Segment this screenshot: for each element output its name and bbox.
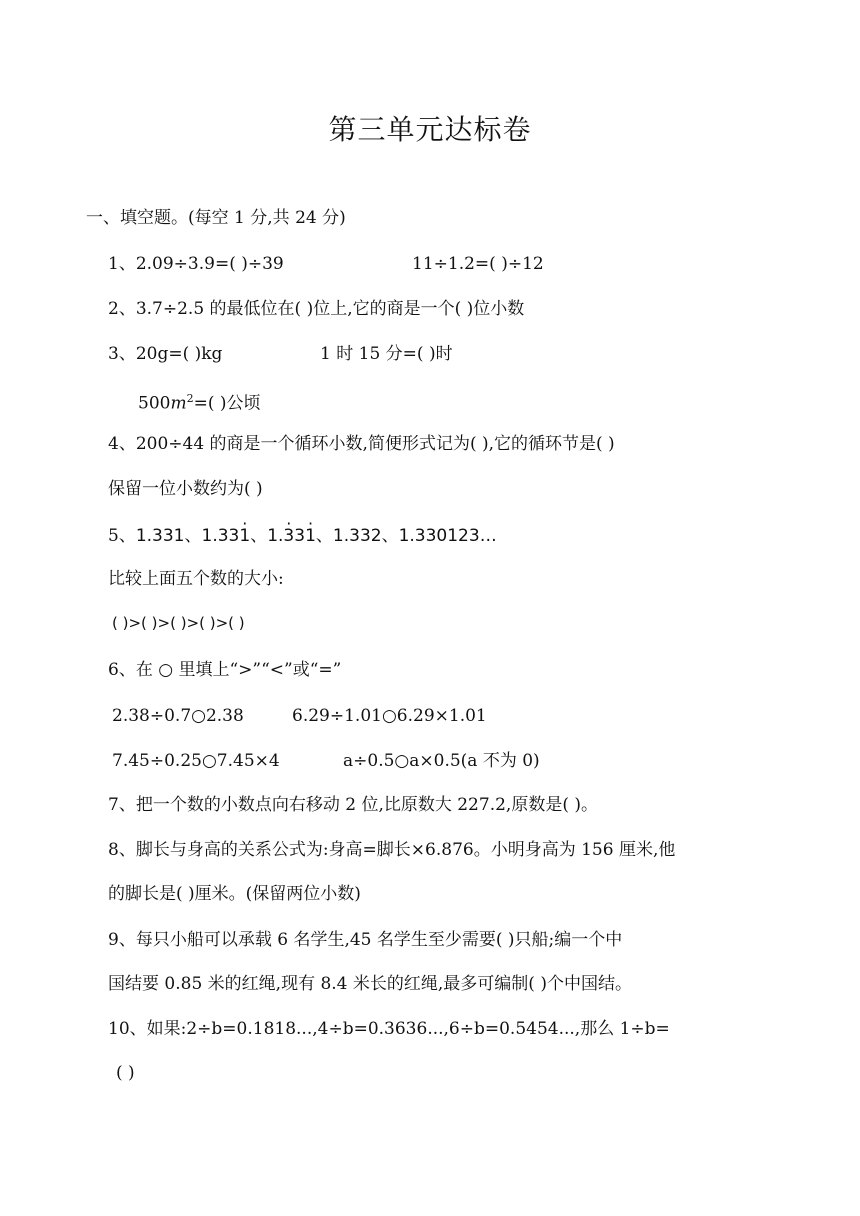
- question-1b: 11÷1.2=( )÷12: [412, 254, 544, 274]
- question-5-blanks: ( )>( )>( )>( )>( ): [112, 614, 245, 632]
- question-6b: 6.29÷1.01○6.29×1.01: [292, 706, 487, 726]
- question-1a: 1、2.09÷3.9=( )÷39: [108, 254, 284, 274]
- question-6c: 7.45÷0.25○7.45×4: [112, 751, 280, 771]
- repeating-dot-digit: 1 ·: [239, 524, 250, 548]
- question-7: 7、把一个数的小数点向右移动 2 位,比原数大 227.2,原数是( )。: [108, 795, 598, 815]
- question-3a: 3、20g=( )kg: [108, 344, 223, 364]
- number-2-digits: 1.33: [201, 526, 240, 546]
- number-3-digits: 1.: [267, 526, 284, 546]
- number-3: [267, 526, 316, 546]
- question-4b: 保留一位小数约为( ): [108, 479, 263, 499]
- question-10a: 10、如果:2÷b=0.1818...,4÷b=0.3636...,6÷b=0.5454...,那么 1÷b=: [108, 1019, 670, 1039]
- number-2: [202, 526, 251, 546]
- number-3-digit: 3: [294, 526, 306, 546]
- repeating-dot-digit: 3 ·: [283, 524, 294, 548]
- question-9b: 国结要 0.85 米的红绳,现有 8.4 米长的红绳,最多可编制( )个中国结。: [108, 974, 632, 994]
- question-5-numbers: [108, 524, 497, 548]
- question-6d: a÷0.5○a×0.5(a 不为 0): [343, 751, 540, 771]
- question-4a: 4、200÷44 的商是一个循环小数,简便形式记为( ),它的循环节是( ): [108, 434, 615, 454]
- question-3c-text: =( )公顷: [193, 393, 261, 414]
- question-5-compare: 比较上面五个数的大小:: [108, 569, 284, 589]
- question-6a: 2.38÷0.7○2.38: [112, 706, 244, 726]
- question-8b: 的脚长是( )厘米。(保留两位小数): [108, 884, 361, 904]
- number-rest: 、1.332、1.330123…: [315, 526, 497, 546]
- question-8a: 8、脚长与身高的关系公式为:身高=脚长×6.876。小明身高为 156 厘米,他: [108, 840, 676, 860]
- question-3c-number: 500: [138, 393, 171, 414]
- question-3c-exponent: 2: [186, 392, 194, 405]
- question-3b: 1 时 15 分=( )时: [320, 344, 453, 364]
- question-10b: ( ): [116, 1063, 135, 1083]
- number-1: 1.331、: [135, 526, 202, 546]
- question-5-prefix: 5、: [108, 526, 136, 546]
- repeating-dot-digit: 1 ·: [305, 524, 316, 548]
- question-3c: [138, 387, 261, 416]
- question-3c-unit: m: [170, 393, 187, 414]
- section-heading: 一、填空题。(每空 1 分,共 24 分): [86, 208, 346, 228]
- question-9a: 9、每只小船可以承载 6 名学生,45 名学生至少需要( )只船;编一个中: [108, 930, 623, 950]
- question-2: 2、3.7÷2.5 的最低位在( )位上,它的商是一个( )位小数: [108, 299, 525, 319]
- separator: 、: [250, 526, 268, 546]
- question-6: 6、在 ○ 里填上“>”“<”或“=”: [108, 660, 342, 680]
- page-title: 第三单元达标卷: [328, 113, 532, 146]
